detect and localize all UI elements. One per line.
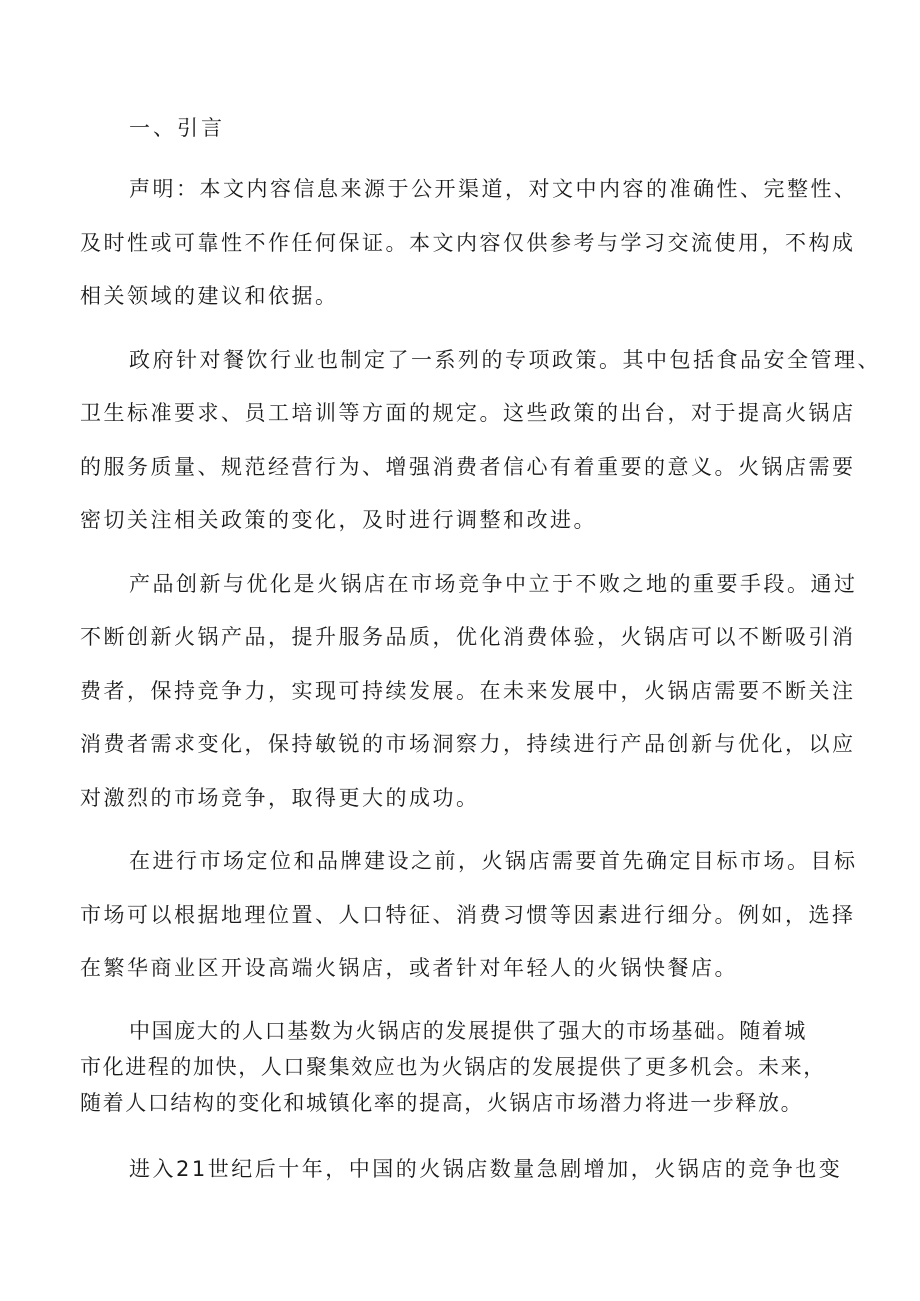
paragraph-line: 中国庞大的人口基数为火锅店的发展提供了强大的市场基础。随着城 — [129, 1019, 807, 1043]
paragraph-line: 声明：本文内容信息来源于公开渠道，对文中内容的准确性、完整性、 — [129, 177, 858, 201]
paragraph-line: 相关领域的建议和依据。 — [80, 284, 339, 308]
paragraph-line: 及时性或可靠性不作任何保证。本文内容仅供参考与学习交流使用，不构成 — [80, 231, 856, 255]
paragraph-line: 产品创新与优化是火锅店在市场竞争中立于不败之地的重要手段。通过 — [129, 572, 858, 596]
paragraph-line: 市化进程的加快，人口聚集效应也为火锅店的发展提供了更多机会。未来， — [80, 1055, 826, 1079]
paragraph-line: 消费者需求变化，保持敏锐的市场洞察力，持续进行产品创新与优化，以应 — [80, 732, 856, 756]
paragraph-line: 随着人口结构的变化和城镇化率的提高，火锅店市场潜力将进一步释放。 — [80, 1091, 804, 1115]
paragraph-line: 进入21世纪后十年，中国的火锅店数量急剧增加，火锅店的竞争也变 — [129, 1157, 843, 1181]
paragraph-line: 不断创新火锅产品，提升服务品质，优化消费体验，火锅店可以不断吸引消 — [80, 625, 856, 649]
paragraph-line: 对激烈的市场竞争，取得更大的成功。 — [80, 786, 480, 810]
paragraph-line: 卫生标准要求、员工培训等方面的规定。这些政策的出台，对于提高火锅店 — [80, 401, 856, 425]
paragraph-line: 费者，保持竞争力，实现可持续发展。在未来发展中，火锅店需要不断关注 — [80, 679, 856, 703]
paragraph-line: 市场可以根据地理位置、人口特征、消费习惯等因素进行细分。例如，选择 — [80, 903, 856, 927]
paragraph-line: 在进行市场定位和品牌建设之前，火锅店需要首先确定目标市场。目标 — [129, 849, 858, 873]
paragraph-line: 在繁华商业区开设高端火锅店，或者针对年轻人的火锅快餐店。 — [80, 956, 738, 980]
paragraph-line: 政府针对餐饮行业也制定了一系列的专项政策。其中包括食品安全管理、 — [129, 348, 881, 372]
paragraph-line: 的服务质量、规范经营行为、增强消费者信心有着重要的意义。火锅店需要 — [80, 455, 856, 479]
paragraph-line: 密切关注相关政策的变化，及时进行调整和改进。 — [80, 508, 597, 532]
section-heading: 一、引言 — [129, 116, 225, 140]
